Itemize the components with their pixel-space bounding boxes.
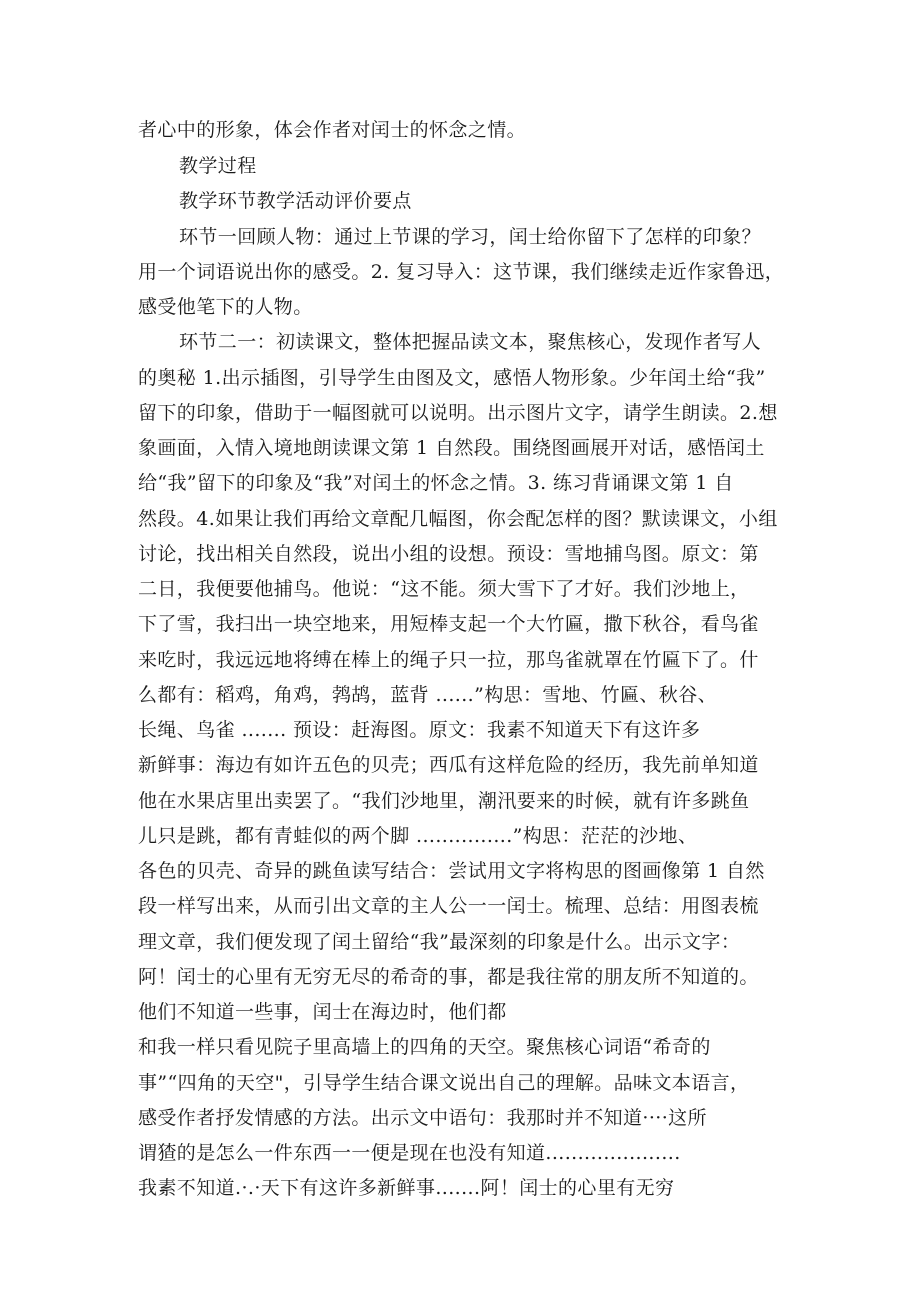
text-line: 他在水果店里出卖罢了。“我们沙地里，潮汛要来的时候，就有许多跳鱼 — [138, 790, 750, 812]
text-line: 下了雪，我扫出一块空地来，用短棒支起一个大竹匾，撒下秋谷，看鸟雀 — [138, 613, 759, 635]
text-line: 儿只是跳，都有青蛙似的两个脚 ...............”构思：茫茫的沙地、 — [138, 825, 698, 847]
text-line: 者心中的形象，体会作者对闰士的怀念之情。 — [138, 119, 527, 141]
text-line: 谓猹的是怎么一件东西一一便是现在也没有知道..................... — [138, 1142, 681, 1164]
section-heading: 教学过程 — [179, 155, 257, 177]
text-line: 段一样写出来，从而引出文章的主人公一一闰士。梳理、总结：用图表梳 — [138, 895, 759, 917]
text-line: 长绳、鸟雀 ....... 预设：赶海图。原文：我素不知道天下有这许多 — [138, 719, 701, 741]
text-line: 他们不知道一些事，闰士在海边时，他们都 — [138, 1001, 507, 1023]
text-line: 讨论，找出相关自然段，说出小组的设想。预设：雪地捕鸟图。原文：第 — [138, 543, 759, 565]
text-line: 么都有：稻鸡，角鸡，鹁鸪，蓝背 ......”构思：雪地、竹匾、秋谷、 — [138, 684, 717, 706]
text-line: 二日，我便要他捕鸟。他说：“这不能。须大雪下了才好。我们沙地上， — [138, 578, 750, 600]
text-line: 感受作者抒发情感的方法。出示文中语句：我那时并不知道····这所 — [138, 1107, 707, 1129]
text-line: 然段。4.如果让我们再给文章配几幅图，你会配怎样的图？默读课文，小组 — [138, 508, 778, 530]
table-header-line: 教学环节教学活动评价要点 — [179, 190, 412, 212]
text-line: 我素不知道.·.·天下有这许多新鲜事.......阿！闰士的心里有无穷 — [138, 1177, 675, 1199]
text-line: 环节一回顾人物：通过上节课的学习，闰士给你留下了怎样的印象？ — [179, 226, 762, 248]
text-line: 用一个词语说出你的感受。2. 复习导入：这节课，我们继续走近作家鲁迅， — [138, 261, 785, 283]
text-line: 阿！闰士的心里有无穷无尽的希奇的事，都是我往常的朋友所不知道的。 — [138, 966, 759, 988]
text-line: 和我一样只看见院子里高墙上的四角的天空。聚焦核心词语“希奇的 — [138, 1036, 711, 1058]
text-line: 来吃时，我远远地将缚在棒上的绳子只一拉，那鸟雀就罩在竹匾下了。什 — [138, 649, 759, 671]
text-line: 象画面，入情入境地朗读课文第 1 自然段。围绕图画展开对话，感悟闰土 — [138, 437, 765, 459]
text-line: 事”“四角的天空"，引导学生结合课文说出自己的理解。品味文本语言， — [138, 1072, 750, 1094]
text-line: 感受他笔下的人物。 — [138, 296, 313, 318]
text-line: 留下的印象，借助于一幅图就可以说明。出示图片文字，请学生朗读。2.想 — [138, 402, 778, 424]
text-line: 给“我”留下的印象及“我”对闰土的怀念之情。3. 练习背诵课文第 1 自 — [138, 472, 734, 494]
text-line: 新鲜事：海边有如许五色的贝壳；西瓜有这样危险的经历，我先前单知道 — [138, 754, 759, 776]
text-line: 各色的贝壳、奇异的跳鱼读写结合：尝试用文字将构思的图画像第 1 自然 — [138, 860, 765, 882]
text-line: 的奥秘 1.出示插图，引导学生由图及文，感悟人物形象。少年闰土给“我” — [138, 367, 766, 389]
text-line: 环节二一：初读课文，整体把握品读文本，聚焦核心，发现作者写人 — [179, 331, 762, 353]
text-line: 理文章，我们便发现了闰土留给“我”最深刻的印象是什么。出示文字： — [138, 931, 741, 953]
